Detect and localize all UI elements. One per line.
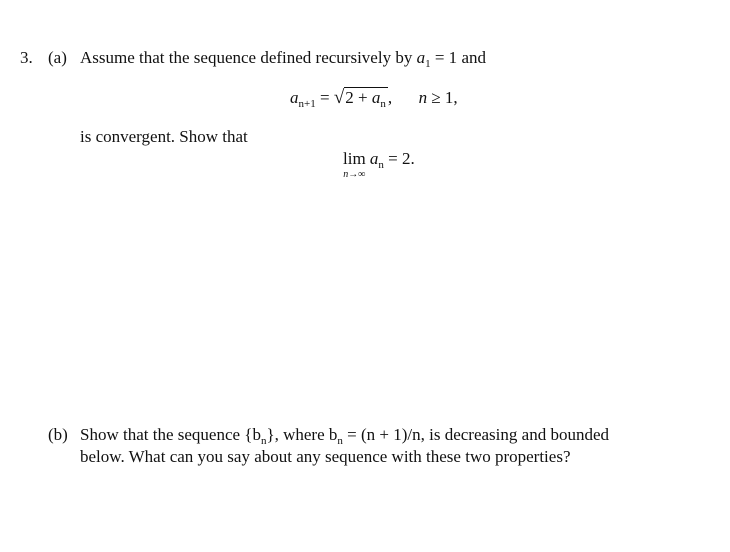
a1-rhs: = 1 bbox=[434, 48, 458, 67]
part-b-label: (b) bbox=[48, 425, 68, 444]
part-b-line1-c: = (n + 1)/n, is decreasing and bounded bbox=[347, 425, 609, 444]
lim-operator bbox=[343, 149, 366, 180]
part-b-line2: below. What can you say about any sequence with these two properties? bbox=[80, 447, 571, 466]
an1-sub: n+1 bbox=[298, 98, 316, 110]
part-a-line1-text: Assume that the sequence defined recursively by bbox=[80, 48, 413, 67]
lim-word: lim bbox=[343, 149, 366, 168]
part-a-and: and bbox=[461, 48, 486, 67]
limit-rhs: = 2. bbox=[388, 149, 415, 168]
sqrt-radicand bbox=[344, 87, 388, 110]
recursion-equation bbox=[290, 88, 458, 110]
cond-var: n bbox=[418, 88, 428, 107]
cond-rest: ≥ 1, bbox=[431, 88, 458, 107]
part-b-line1 bbox=[80, 425, 609, 447]
radicand-var: a bbox=[371, 88, 381, 107]
an-sub: n bbox=[378, 159, 384, 171]
a1-var: a bbox=[416, 48, 426, 67]
part-a-line2: is convergent. Show that bbox=[80, 127, 248, 146]
radicand-num: 2 + bbox=[345, 88, 368, 107]
lim-subscript: n→∞ bbox=[343, 169, 366, 180]
radicand-sub: n bbox=[380, 98, 386, 110]
an1-var: a bbox=[290, 88, 299, 107]
part-b-sub2: n bbox=[337, 435, 343, 447]
part-b-sub1: n bbox=[260, 435, 267, 447]
eq1-comma: , bbox=[387, 88, 393, 107]
part-a-line1 bbox=[80, 48, 486, 70]
part-a-label: (a) bbox=[48, 48, 67, 67]
limit-equation bbox=[343, 149, 415, 180]
a1-sub: 1 bbox=[425, 58, 431, 70]
an-var: a bbox=[369, 149, 379, 168]
part-b-line1-a: Show that the sequence {b bbox=[80, 425, 261, 444]
eq1-equals: = bbox=[319, 88, 330, 107]
part-b-line1-b: }, where b bbox=[266, 425, 338, 444]
sqrt-expression bbox=[334, 88, 388, 110]
problem-number: 3. bbox=[20, 48, 33, 67]
sqrt-symbol: √ bbox=[333, 87, 345, 108]
